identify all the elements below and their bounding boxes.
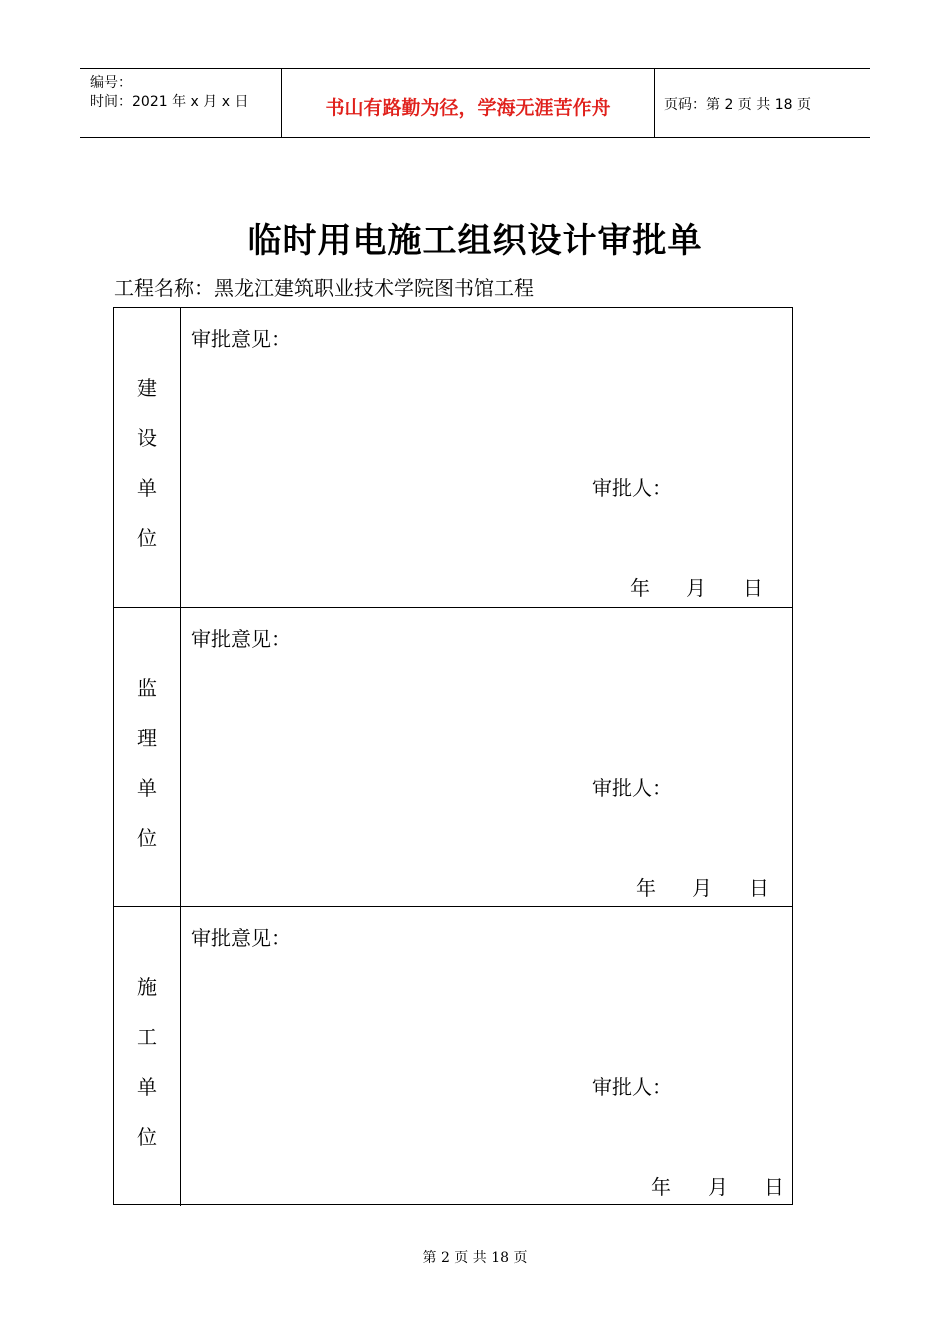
document-title: 临时用电施工组织设计审批单 <box>247 221 703 261</box>
unit-char: 理 <box>137 726 157 750</box>
date-year: 年 <box>636 876 656 900</box>
date-day: 日 <box>749 876 769 900</box>
approval-row-construction-owner <box>114 308 792 607</box>
header-meta-cell <box>80 69 282 137</box>
approver-label: 审批人： <box>592 476 672 500</box>
opinion-label: 审批意见： <box>191 627 291 651</box>
date-day: 日 <box>764 1175 784 1199</box>
approval-row-contractor <box>114 906 792 1206</box>
unit-char: 建 <box>137 376 157 400</box>
unit-char: 单 <box>137 1075 157 1099</box>
unit-char: 位 <box>137 526 157 550</box>
serial-label: 编号： <box>90 75 132 91</box>
date-day: 日 <box>743 576 763 600</box>
unit-char: 设 <box>137 426 157 450</box>
page-header <box>80 68 870 138</box>
date-year: 年 <box>651 1175 671 1199</box>
header-page-cell <box>655 69 870 137</box>
unit-char: 监 <box>137 676 157 700</box>
unit-char: 位 <box>137 1125 157 1149</box>
approval-content[interactable] <box>181 907 792 1206</box>
approval-row-supervisor <box>114 607 792 907</box>
project-label: 工程名称： <box>114 276 214 300</box>
date-month: 月 <box>708 1175 728 1199</box>
date-year: 年 <box>630 576 650 600</box>
project-name: 黑龙江建筑职业技术学院图书馆工程 <box>214 276 534 300</box>
approval-content[interactable] <box>181 608 792 907</box>
unit-label <box>114 907 181 1206</box>
motto: 书山有路勤为径，学海无涯苦作舟 <box>325 97 611 119</box>
time-label: 时间：2021 年 x 月 x 日 <box>90 94 249 110</box>
approval-table <box>113 307 793 1205</box>
approver-label: 审批人： <box>592 776 672 800</box>
opinion-label: 审批意见： <box>191 926 291 950</box>
unit-label <box>114 308 181 607</box>
unit-char: 施 <box>137 975 157 999</box>
page-footer: 第 2 页 共 18 页 <box>422 1250 528 1266</box>
date-month: 月 <box>686 576 706 600</box>
header-motto-cell <box>282 69 655 137</box>
unit-char: 位 <box>137 826 157 850</box>
unit-char: 单 <box>137 776 157 800</box>
project-line <box>114 272 534 301</box>
page-info: 页码：第 2 页 共 18 页 <box>664 97 811 113</box>
date-month: 月 <box>692 876 712 900</box>
unit-label <box>114 608 181 907</box>
approver-label: 审批人： <box>592 1075 672 1099</box>
opinion-label: 审批意见： <box>191 327 291 351</box>
approval-content[interactable] <box>181 308 792 607</box>
unit-char: 工 <box>137 1025 157 1049</box>
unit-char: 单 <box>137 476 157 500</box>
